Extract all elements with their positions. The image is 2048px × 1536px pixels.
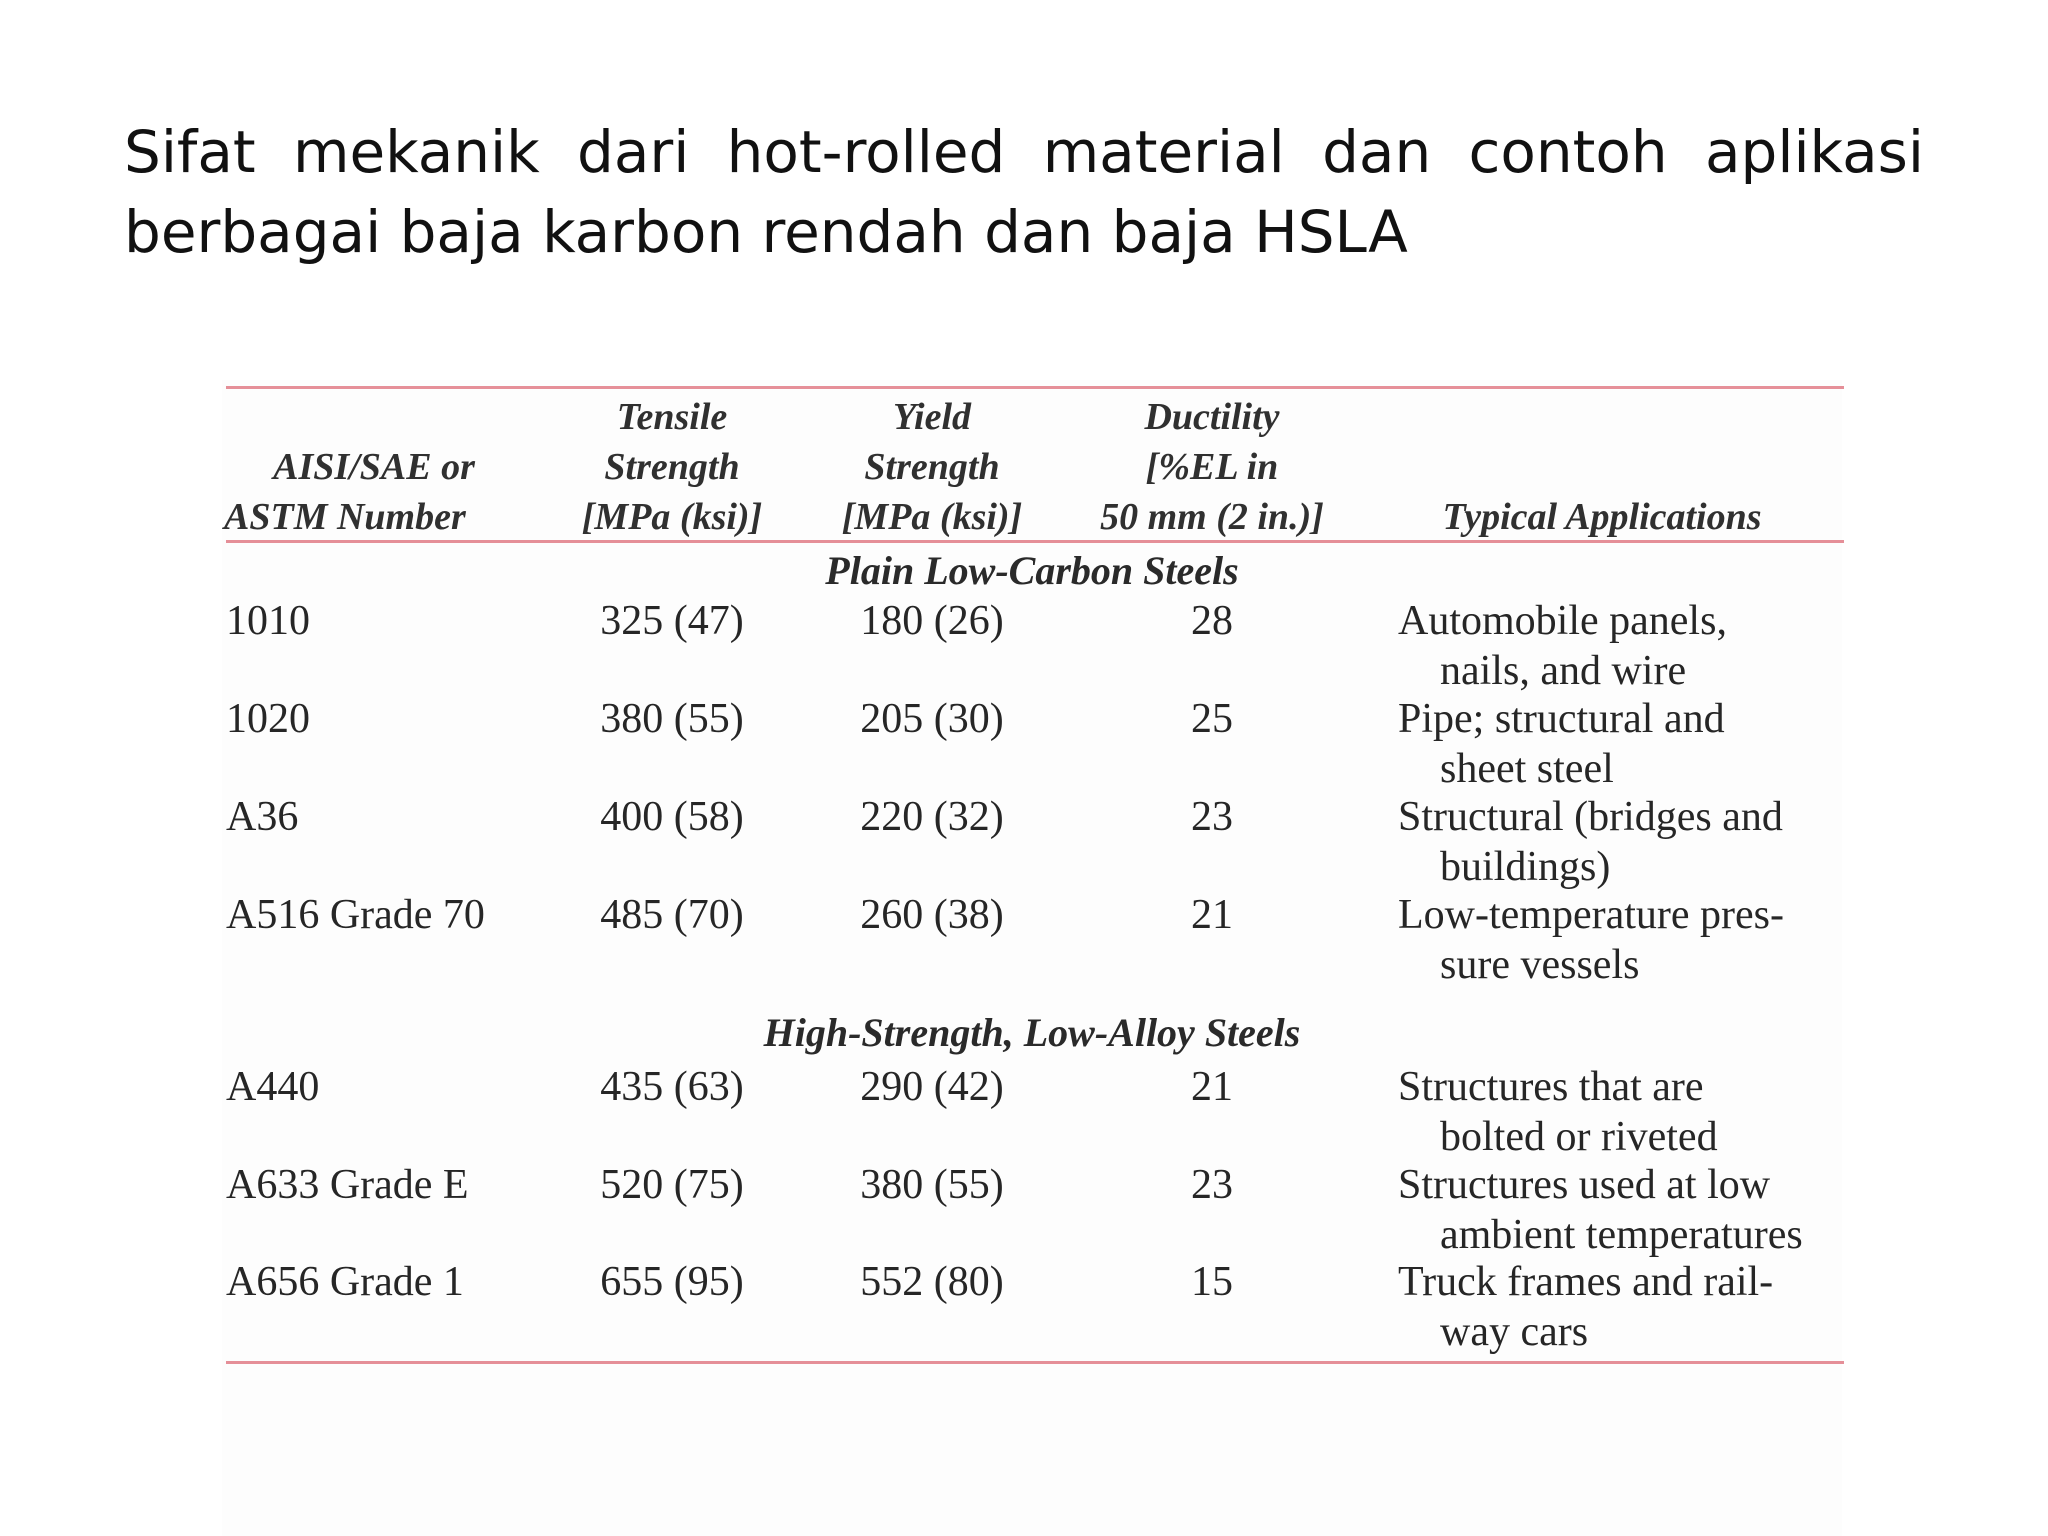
cell-ductility: 23 [1191, 1162, 1233, 1208]
table-header-rule [226, 540, 1844, 543]
cell-number: A36 [226, 794, 299, 840]
table-row [222, 596, 1842, 692]
cell-yield: 260 (38) [860, 892, 1004, 938]
title-word: mekanik [292, 118, 540, 186]
cell-tensile: 380 (55) [600, 696, 744, 742]
cell-number: A516 Grade 70 [226, 892, 485, 938]
header-ductility: Ductility [%EL in 50 mm (2 in.)] [1100, 396, 1324, 538]
title-word: contoh [1468, 118, 1668, 186]
cell-number: A656 Grade 1 [226, 1259, 464, 1305]
cell-number: A440 [226, 1064, 320, 1110]
cell-yield: 220 (32) [860, 794, 1004, 840]
table-top-rule [226, 386, 1844, 389]
cell-application: Structural (bridges and buildings) [1398, 794, 1783, 890]
cell-application: Structures used at low ambient temperatures [1398, 1162, 1803, 1258]
cell-yield: 180 (26) [860, 598, 1004, 644]
table-row [222, 890, 1842, 986]
cell-ductility: 21 [1191, 892, 1233, 938]
cell-tensile: 655 (95) [600, 1259, 744, 1305]
cell-application: Pipe; structural and sheet steel [1398, 696, 1725, 792]
cell-tensile: 435 (63) [600, 1064, 744, 1110]
section-title: Plain Low-Carbon Steels [825, 548, 1239, 593]
cell-number: 1020 [226, 696, 310, 742]
cell-ductility: 21 [1191, 1064, 1233, 1110]
cell-ductility: 23 [1191, 794, 1233, 840]
cell-application: Truck frames and rail- way cars [1398, 1259, 1774, 1355]
header-tensile: Tensile Strength [MPa (ksi)] [581, 396, 763, 538]
cell-tensile: 400 (58) [600, 794, 744, 840]
title-word: Sifat [124, 118, 256, 186]
cell-application: Structures that are bolted or riveted [1398, 1064, 1718, 1160]
slide-title [124, 112, 1924, 272]
title-line-2: berbagai baja karbon rendah dan baja HSLA [124, 198, 1408, 266]
title-word: aplikasi [1704, 118, 1924, 186]
title-word: material [1042, 118, 1285, 186]
title-line-1 [124, 112, 1924, 192]
cell-yield: 552 (80) [860, 1259, 1004, 1305]
cell-yield: 380 (55) [860, 1162, 1004, 1208]
cell-tensile: 485 (70) [600, 892, 744, 938]
cell-number: A633 Grade E [226, 1162, 469, 1208]
header-applications: Typical Applications [1442, 496, 1762, 538]
cell-yield: 205 (30) [860, 696, 1004, 742]
header-number: AISI/SAE or ASTM Number [224, 446, 475, 538]
table-row [222, 1257, 1842, 1353]
table-bottom-rule [226, 1361, 1844, 1364]
title-word: hot-rolled [726, 118, 1006, 186]
cell-number: 1010 [226, 598, 310, 644]
cell-yield: 290 (42) [860, 1064, 1004, 1110]
section-title: High-Strength, Low-Alloy Steels [763, 1010, 1301, 1055]
table-row [222, 1160, 1842, 1256]
table-row [222, 792, 1842, 888]
table-row [222, 694, 1842, 790]
cell-ductility: 28 [1191, 598, 1233, 644]
title-word: dari [577, 118, 690, 186]
steel-properties-table [222, 380, 1842, 1536]
table-row [222, 1062, 1842, 1158]
title-word: dan [1322, 118, 1432, 186]
cell-ductility: 25 [1191, 696, 1233, 742]
cell-application: Low-temperature pres- sure vessels [1398, 892, 1784, 988]
cell-application: Automobile panels, nails, and wire [1398, 598, 1727, 694]
header-yield: Yield Strength [MPa (ksi)] [841, 396, 1023, 538]
cell-ductility: 15 [1191, 1259, 1233, 1305]
cell-tensile: 325 (47) [600, 598, 744, 644]
cell-tensile: 520 (75) [600, 1162, 744, 1208]
